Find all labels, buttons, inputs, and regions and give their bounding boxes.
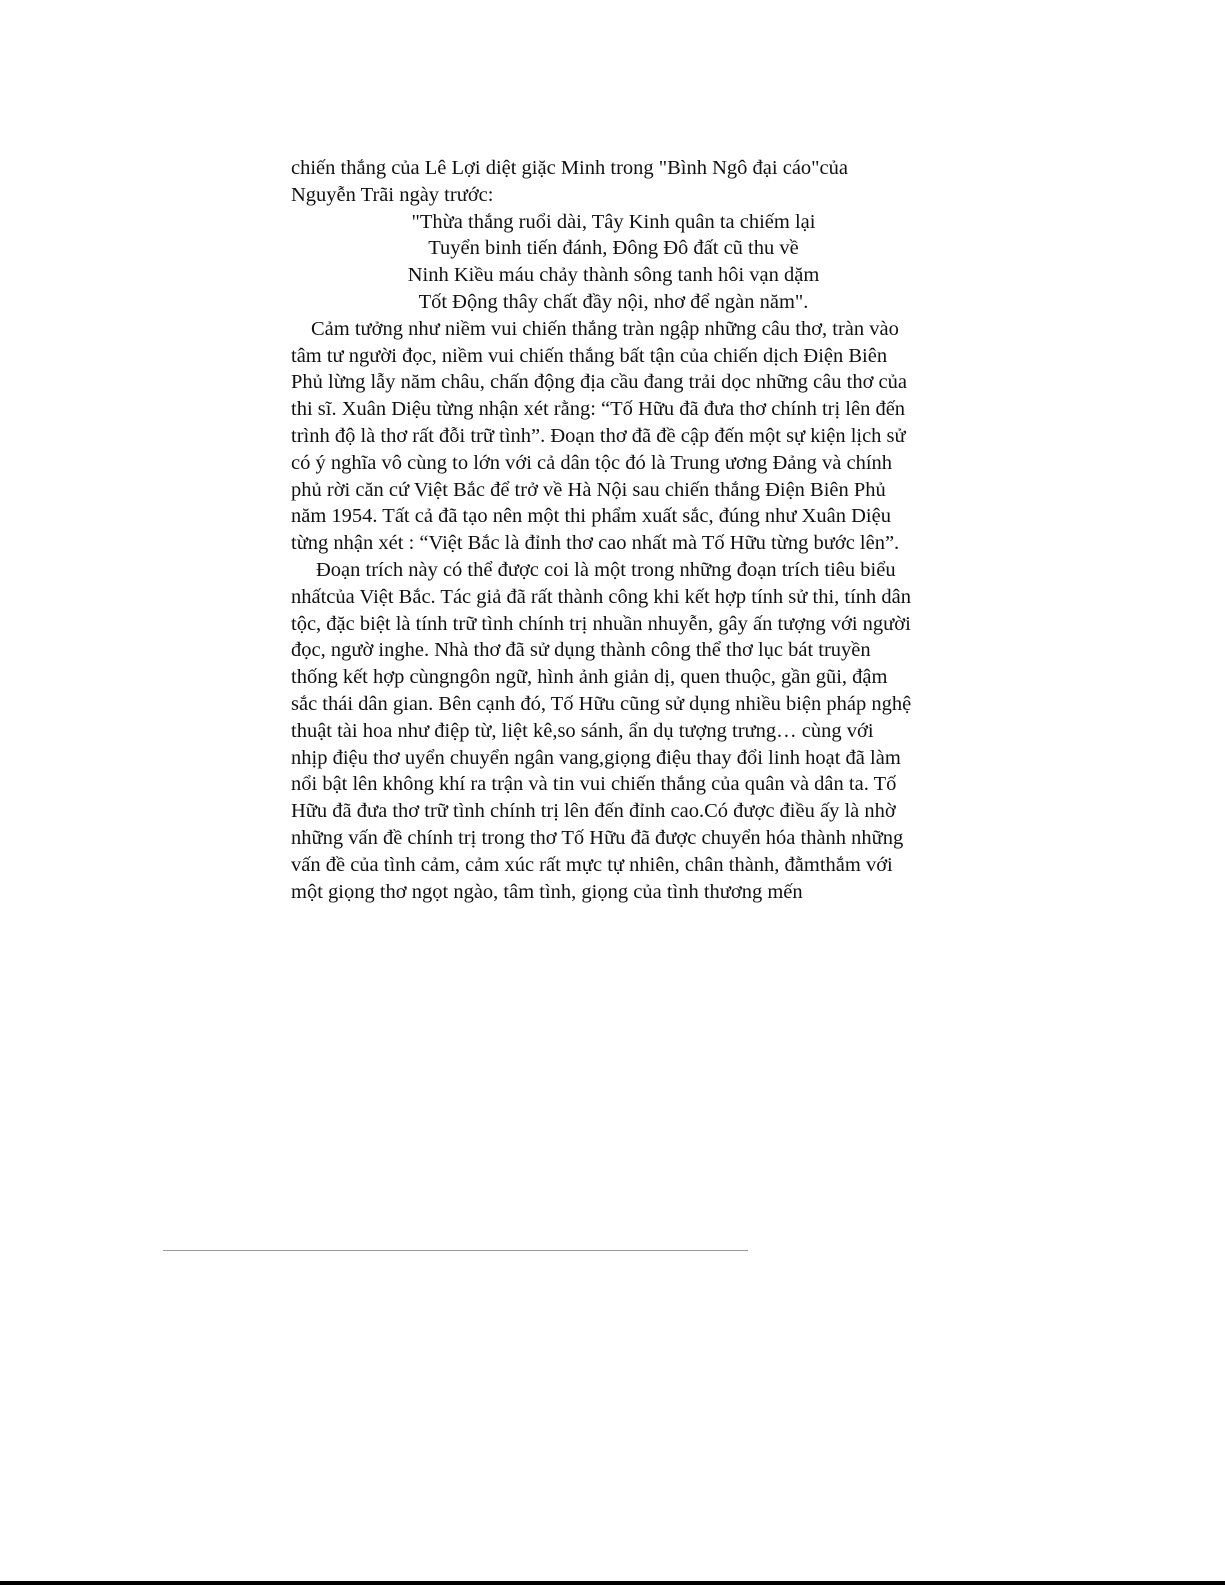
text-line: Nguyễn Trãi ngày trước: xyxy=(291,183,494,206)
text-line: trình độ là thơ rất đỗi trữ tình”. Đoạn thơ đã đề cập đến một sự kiện lịch sử xyxy=(291,424,906,447)
text-line: sắc thái dân gian. Bên cạnh đó, Tố Hữu cũng sử dụng nhiều biện pháp nghệ xyxy=(291,692,912,715)
text-line: năm 1954. Tất cả đã tạo nên một thi phẩm xuất sắc, đúng như Xuân Diệu xyxy=(291,505,891,528)
text-line: những vấn đề chính trị trong thơ Tố Hữu đã được chuyển hóa thành những xyxy=(291,826,904,849)
text-line: Hữu đã đưa thơ trữ tình chính trị lên đến đỉnh cao.Có được điều ấy là nhờ xyxy=(291,800,896,823)
poem-line: "Thừa thắng ruổi dài, Tây Kinh quân ta chiếm lại xyxy=(411,210,816,233)
poem-line: Tốt Động thây chất đầy nội, nhơ để ngàn năm". xyxy=(418,290,809,313)
text-line: nhấtcủa Việt Bắc. Tác giả đã rất thành công khi kết hợp tính sử thi, tính dân xyxy=(291,585,912,608)
text-line: Phủ lừng lẫy năm châu, chấn động địa cầu đang trải dọc những câu thơ của xyxy=(291,371,907,394)
text-line: tộc, đặc biệt là tính trữ tình chính trị nhuần nhuyễn, gây ấn tượng với người xyxy=(291,612,911,635)
text-line: từng nhận xét : “Việt Bắc là đỉnh thơ cao nhất mà Tố Hữu từng bước lên”. xyxy=(291,532,900,555)
poem-line: Ninh Kiều máu chảy thành sông tanh hôi vạn dặm xyxy=(407,264,820,287)
body-text xyxy=(291,155,936,905)
text-line: nhịp điệu thơ uyển chuyển ngân vang,giọng điệu thay đổi linh hoạt đã làm xyxy=(291,746,901,769)
text-line: đọc, ngườ inghe. Nhà thơ đã sử dụng thành công thể thơ lục bát truyền xyxy=(291,639,871,662)
poem-line: Tuyển binh tiến đánh, Đông Đô đất cũ thu về xyxy=(428,237,799,260)
text-line: phủ rời căn cứ Việt Bắc để trở về Hà Nội sau chiến thắng Điện Biên Phủ xyxy=(291,478,886,501)
text-line: nổi bật lên không khí ra trận và tin vui chiến thắng của quân và dân ta. Tố xyxy=(291,773,897,796)
text-line: Cảm tưởng như niềm vui chiến thắng tràn ngập những câu thơ, tràn vào xyxy=(311,317,899,340)
text-line: Đoạn trích này có thể được coi là một trong những đoạn trích tiêu biểu xyxy=(316,558,896,581)
paragraph-1 xyxy=(291,316,936,557)
page-bottom-border xyxy=(0,1581,1225,1585)
text-line: có ý nghĩa vô cùng to lớn với cả dân tộc đó là Trung ương Đảng và chính xyxy=(291,451,893,474)
text-line: thuật tài hoa như điệp từ, liệt kê,so sánh, ẩn dụ tượng trưng… cùng với xyxy=(291,719,874,742)
poem-quote xyxy=(291,209,936,316)
text-line: vấn đề của tình cảm, cảm xúc rất mực tự nhiên, chân thành, đằmthắm với xyxy=(291,853,893,876)
text-line: thi sĩ. Xuân Diệu từng nhận xét rằng: “Tố Hữu đã đưa thơ chính trị lên đến xyxy=(291,398,906,421)
text-line: thống kết hợp cùngngôn ngữ, hình ảnh giản dị, quen thuộc, gần gũi, đậm xyxy=(291,666,888,689)
text-line: tâm tư người đọc, niềm vui chiến thắng bất tận của chiến dịch Điện Biên xyxy=(291,344,888,367)
intro-paragraph xyxy=(291,155,936,209)
text-line: một giọng thơ ngọt ngào, tâm tình, giọng của tình thương mến xyxy=(291,880,803,903)
paragraph-2 xyxy=(291,557,936,905)
footnote-separator xyxy=(163,1250,748,1251)
text-line: chiến thắng của Lê Lợi diệt giặc Minh trong "Bình Ngô đại cáo"của xyxy=(291,157,848,179)
